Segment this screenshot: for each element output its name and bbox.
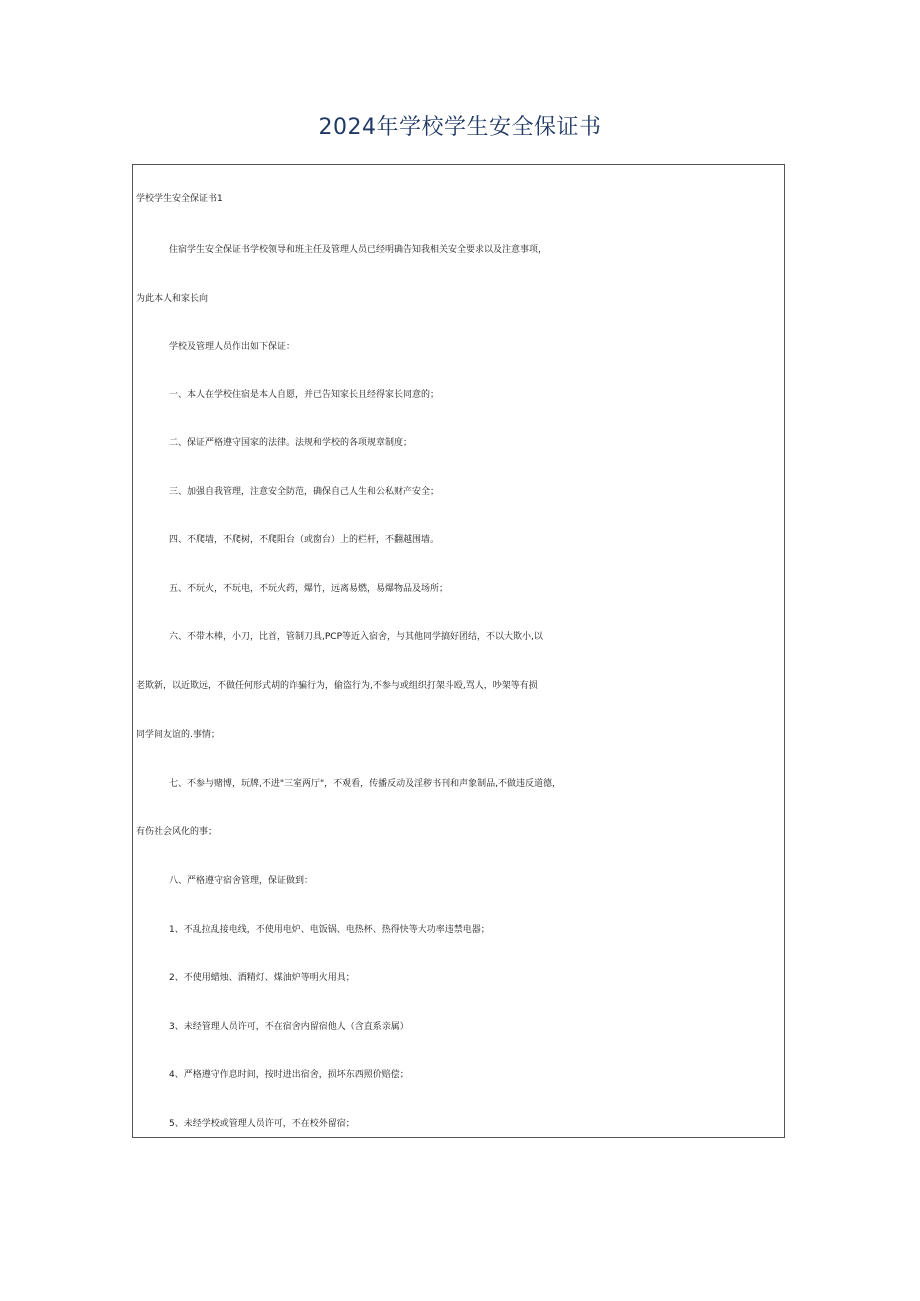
content-frame [132,164,785,1138]
paragraph-line: 五、不玩火，不玩电，不玩火药，爆竹，远离易燃，易爆物品及场所； [169,584,449,594]
paragraph-line: 学校及管理人员作出如下保证： [169,342,296,352]
section-heading: 学校学生安全保证书1 [136,194,223,204]
paragraph-line: 四、不爬墙，不爬树，不爬阳台（或窗台）上的栏杆，不翻越围墙。 [169,535,440,545]
list-item: 4、严格遵守作息时间，按时进出宿舍，损坏东西照价赔偿； [169,1070,409,1080]
paragraph-line: 七、不参与赌博，玩牌,不进"三室两厅"，不观看，传播反动及淫秽书刊和声象制品,不做违反道德， [169,779,562,789]
document-title: 2024年学校学生安全保证书 [318,115,602,140]
paragraph-line: 住宿学生安全保证书学校领导和班主任及管理人员已经明确告知我相关安全要求以及注意事项， [169,245,548,255]
paragraph-line: 老欺新，以近欺远，不做任何形式胡的诈骗行为，偷盗行为,不参与或组织打架斗殴,骂人，吵架等有损 [136,681,538,691]
paragraph-line: 二、保证严格遵守国家的法律。法规和学校的各项规章制度； [169,438,413,448]
list-item: 3、未经管理人员许可，不在宿舍内留宿他人（含直系亲属） [169,1022,409,1032]
list-item: 1、不乱拉乱接电线，不使用电炉、电饭锅、电热杯、热得快等大功率违禁电器； [169,925,490,935]
paragraph-line: 八、严格遵守宿舍管理，保证做到： [169,876,314,886]
list-item: 2、不使用蜡烛、酒精灯、煤油炉等明火用具； [169,973,355,983]
paragraph-line: 三、加强自我管理，注意安全防范，确保自己人生和公私财产安全； [169,487,440,497]
paragraph-line: 为此本人和家长向 [136,294,209,304]
paragraph-line: 有伤社会风化的事； [136,827,218,837]
paragraph-line: 六、不带木棒，小刀，比首，管制刀具,PCP等近入宿舍，与其他同学搞好团结，不以大欺小,以 [169,632,543,642]
paragraph-line: 同学间友谊的.事情； [136,730,220,740]
list-item: 5、未经学校或管理人员许可，不在校外留宿； [169,1119,355,1129]
paragraph-line: 一、本人在学校住宿是本人自愿，并已告知家长且经得家长同意的； [169,390,440,400]
